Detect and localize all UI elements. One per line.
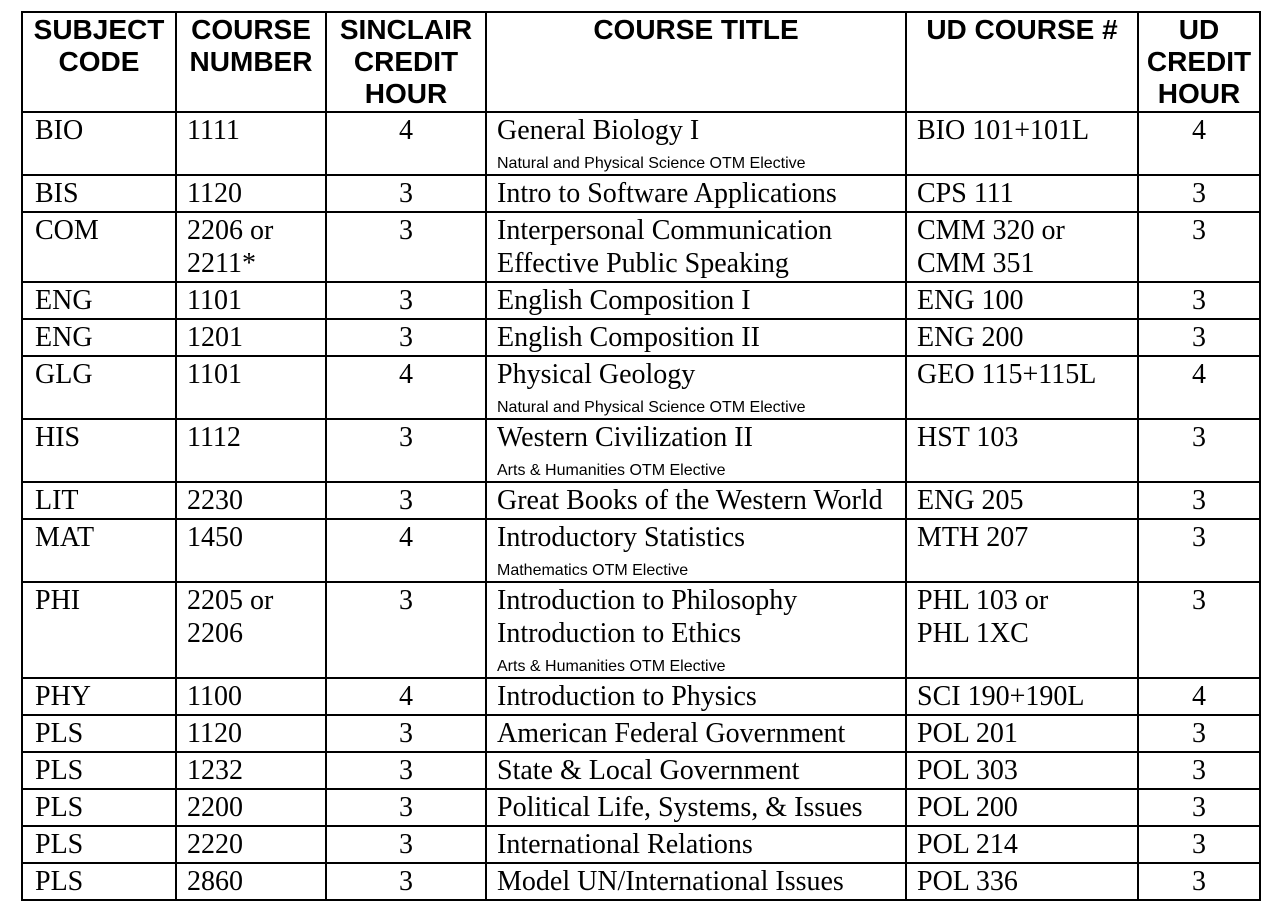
- cell-text-line: 3: [1192, 718, 1206, 749]
- cell-text-line: GEO 115+115L: [917, 359, 1097, 390]
- cell-text-line: State & Local Government: [497, 755, 800, 786]
- cell-text-line: 3: [1192, 866, 1206, 897]
- cell-ud-credit-hour: [1138, 419, 1260, 482]
- table-row: [22, 482, 1260, 519]
- cell-text-line: 3: [1192, 792, 1206, 823]
- cell-sinclair-credit-hour: [326, 112, 486, 175]
- cell-text-line: 2860: [187, 866, 243, 897]
- cell-sinclair-credit-hour: [326, 715, 486, 752]
- cell-ud-course-number: [906, 112, 1138, 175]
- cell-ud-credit-hour: [1138, 752, 1260, 789]
- cell-text-line: Model UN/International Issues: [497, 866, 844, 897]
- cell-ud-credit-hour: [1138, 678, 1260, 715]
- cell-text-line: 2220: [187, 829, 243, 860]
- cell-text-line: BIO: [35, 115, 84, 146]
- cell-ud-course-number: [906, 482, 1138, 519]
- cell-text-line: 3: [1192, 522, 1206, 553]
- cell-course-number: [176, 356, 326, 419]
- table-row: [22, 112, 1260, 175]
- cell-text-line: Effective Public Speaking: [497, 248, 789, 279]
- cell-ud-credit-hour: [1138, 482, 1260, 519]
- cell-ud-course-number: [906, 175, 1138, 212]
- cell-course-title: [486, 282, 906, 319]
- cell-text-line: ENG 200: [917, 322, 1024, 353]
- cell-text-line: 2211*: [187, 248, 256, 279]
- cell-sinclair-credit-hour: [326, 212, 486, 282]
- cell-text-line: PLS: [35, 755, 84, 786]
- cell-course-title: [486, 582, 906, 678]
- cell-text-line: Introduction to Ethics: [497, 618, 742, 649]
- cell-ud-credit-hour: [1138, 282, 1260, 319]
- cell-subject-code: [22, 826, 176, 863]
- cell-subject-code: [22, 175, 176, 212]
- cell-text-line: Intro to Software Applications: [497, 178, 837, 209]
- cell-course-number: [176, 752, 326, 789]
- cell-ud-course-number: [906, 319, 1138, 356]
- cell-text-line: SCI 190+190L: [917, 681, 1085, 712]
- cell-text-line: Introduction to Physics: [497, 681, 757, 712]
- otm-elective-note: Arts & Humanities OTM Elective: [497, 462, 726, 479]
- cell-text-line: 3: [399, 755, 413, 786]
- cell-course-number: [176, 482, 326, 519]
- cell-text-line: 3: [399, 829, 413, 860]
- cell-text-line: 1201: [187, 322, 243, 353]
- cell-ud-course-number: [906, 863, 1138, 900]
- cell-text-line: POL 336: [917, 866, 1018, 897]
- cell-text-line: 3: [399, 322, 413, 353]
- cell-text-line: 3: [1192, 178, 1206, 209]
- cell-text-line: 4: [1192, 681, 1206, 712]
- cell-text-line: 3: [399, 215, 413, 246]
- table-row: [22, 519, 1260, 582]
- cell-text-line: ENG: [35, 285, 93, 316]
- cell-ud-course-number: [906, 789, 1138, 826]
- cell-text-line: 3: [1192, 322, 1206, 353]
- cell-text-line: 1120: [187, 178, 242, 209]
- cell-course-title: [486, 519, 906, 582]
- cell-text-line: American Federal Government: [497, 718, 846, 749]
- cell-text-line: 1101: [187, 285, 242, 316]
- cell-text-line: 3: [1192, 285, 1206, 316]
- cell-text-line: MAT: [35, 522, 95, 553]
- cell-text-line: 1120: [187, 718, 242, 749]
- cell-ud-course-number: [906, 419, 1138, 482]
- cell-ud-credit-hour: [1138, 319, 1260, 356]
- otm-elective-note: Natural and Physical Science OTM Elective: [497, 155, 806, 172]
- cell-subject-code: [22, 715, 176, 752]
- cell-course-number: [176, 212, 326, 282]
- cell-course-title: [486, 356, 906, 419]
- cell-course-title: [486, 752, 906, 789]
- cell-ud-course-number: [906, 826, 1138, 863]
- header-ud-course-number: UD COURSE #: [906, 12, 1138, 112]
- cell-text-line: Introductory Statistics: [497, 522, 746, 553]
- cell-text-line: General Biology I: [497, 115, 700, 146]
- cell-ud-credit-hour: [1138, 112, 1260, 175]
- cell-course-number: [176, 175, 326, 212]
- cell-text-line: CPS 111: [917, 178, 1014, 209]
- cell-subject-code: [22, 482, 176, 519]
- cell-text-line: PHL 103 or: [917, 585, 1049, 616]
- cell-course-number: [176, 519, 326, 582]
- cell-course-number: [176, 789, 326, 826]
- cell-course-number: [176, 863, 326, 900]
- cell-subject-code: [22, 356, 176, 419]
- table-row: [22, 356, 1260, 419]
- cell-sinclair-credit-hour: [326, 175, 486, 212]
- cell-text-line: PLS: [35, 718, 84, 749]
- cell-text-line: Great Books of the Western World: [497, 485, 883, 516]
- cell-text-line: Interpersonal Communication: [497, 215, 833, 246]
- cell-sinclair-credit-hour: [326, 752, 486, 789]
- cell-text-line: 3: [399, 866, 413, 897]
- cell-text-line: LIT: [35, 485, 79, 516]
- cell-text-line: 1450: [187, 522, 243, 553]
- cell-course-title: [486, 419, 906, 482]
- cell-course-title: [486, 319, 906, 356]
- cell-course-number: [176, 678, 326, 715]
- cell-sinclair-credit-hour: [326, 419, 486, 482]
- cell-text-line: English Composition II: [497, 322, 760, 353]
- cell-ud-course-number: [906, 282, 1138, 319]
- table-header: [22, 12, 1260, 112]
- cell-course-title: [486, 826, 906, 863]
- table-row: [22, 863, 1260, 900]
- cell-text-line: 3: [399, 178, 413, 209]
- header-course-title: COURSE TITLE: [486, 12, 906, 112]
- cell-text-line: 3: [399, 422, 413, 453]
- cell-text-line: Political Life, Systems, & Issues: [497, 792, 863, 823]
- cell-text-line: BIS: [35, 178, 79, 209]
- cell-text-line: 3: [1192, 829, 1206, 860]
- cell-subject-code: [22, 519, 176, 582]
- cell-text-line: ENG: [35, 322, 93, 353]
- cell-text-line: MTH 207: [917, 522, 1029, 553]
- course-equivalency-table: [21, 11, 1261, 901]
- cell-text-line: PLS: [35, 866, 84, 897]
- cell-text-line: 2205 or: [187, 585, 274, 616]
- cell-text-line: 3: [1192, 755, 1206, 786]
- cell-course-title: [486, 112, 906, 175]
- table-row: [22, 212, 1260, 282]
- cell-ud-credit-hour: [1138, 175, 1260, 212]
- header-sinclair-credit-hour: SINCLAIR CREDIT HOUR: [326, 12, 486, 112]
- cell-subject-code: [22, 789, 176, 826]
- cell-text-line: COM: [35, 215, 99, 246]
- cell-text-line: 1112: [187, 422, 241, 453]
- table-row: [22, 319, 1260, 356]
- table-row: [22, 175, 1260, 212]
- cell-subject-code: [22, 112, 176, 175]
- cell-text-line: International Relations: [497, 829, 753, 860]
- cell-ud-credit-hour: [1138, 212, 1260, 282]
- cell-course-title: [486, 863, 906, 900]
- cell-text-line: PHY: [35, 681, 92, 712]
- table-row: [22, 419, 1260, 482]
- cell-sinclair-credit-hour: [326, 519, 486, 582]
- cell-text-line: CMM 320 or: [917, 215, 1065, 246]
- cell-text-line: PHI: [35, 585, 81, 616]
- cell-ud-course-number: [906, 582, 1138, 678]
- cell-ud-credit-hour: [1138, 582, 1260, 678]
- cell-text-line: 1232: [187, 755, 243, 786]
- cell-text-line: 4: [399, 115, 413, 146]
- cell-ud-course-number: [906, 752, 1138, 789]
- cell-text-line: 4: [399, 681, 413, 712]
- cell-course-number: [176, 112, 326, 175]
- cell-text-line: POL 303: [917, 755, 1018, 786]
- cell-subject-code: [22, 863, 176, 900]
- cell-text-line: 4: [399, 522, 413, 553]
- cell-subject-code: [22, 582, 176, 678]
- cell-text-line: 2206: [187, 618, 243, 649]
- table-row: [22, 789, 1260, 826]
- cell-ud-credit-hour: [1138, 826, 1260, 863]
- cell-subject-code: [22, 282, 176, 319]
- cell-ud-credit-hour: [1138, 863, 1260, 900]
- cell-text-line: Introduction to Philosophy: [497, 585, 798, 616]
- course-table-body: [22, 112, 1260, 900]
- cell-text-line: ENG 100: [917, 285, 1024, 316]
- cell-ud-credit-hour: [1138, 715, 1260, 752]
- header-subject-code: SUBJECT CODE: [22, 12, 176, 112]
- cell-text-line: GLG: [35, 359, 93, 390]
- cell-course-number: [176, 582, 326, 678]
- cell-text-line: POL 200: [917, 792, 1018, 823]
- cell-sinclair-credit-hour: [326, 789, 486, 826]
- header-course-number: COURSE NUMBER: [176, 12, 326, 112]
- cell-course-number: [176, 282, 326, 319]
- cell-text-line: 3: [1192, 585, 1206, 616]
- cell-text-line: 3: [1192, 485, 1206, 516]
- cell-sinclair-credit-hour: [326, 678, 486, 715]
- header-ud-credit-hour: UD CREDIT HOUR: [1138, 12, 1260, 112]
- cell-text-line: POL 201: [917, 718, 1018, 749]
- cell-text-line: 1111: [187, 115, 240, 146]
- cell-course-number: [176, 419, 326, 482]
- cell-text-line: 3: [399, 285, 413, 316]
- cell-text-line: 1100: [187, 681, 242, 712]
- table-row: [22, 826, 1260, 863]
- cell-text-line: PLS: [35, 792, 84, 823]
- cell-course-number: [176, 715, 326, 752]
- table-row: [22, 752, 1260, 789]
- otm-elective-note: Mathematics OTM Elective: [497, 562, 689, 579]
- cell-sinclair-credit-hour: [326, 356, 486, 419]
- cell-ud-course-number: [906, 356, 1138, 419]
- cell-text-line: BIO 101+101L: [917, 115, 1090, 146]
- cell-course-title: [486, 789, 906, 826]
- cell-text-line: POL 214: [917, 829, 1018, 860]
- cell-text-line: PHL 1XC: [917, 618, 1029, 649]
- cell-text-line: English Composition I: [497, 285, 751, 316]
- cell-subject-code: [22, 419, 176, 482]
- cell-course-title: [486, 175, 906, 212]
- table-row: [22, 582, 1260, 678]
- cell-text-line: HIS: [35, 422, 81, 453]
- cell-ud-credit-hour: [1138, 519, 1260, 582]
- cell-subject-code: [22, 319, 176, 356]
- cell-text-line: 3: [399, 792, 413, 823]
- table-row: [22, 715, 1260, 752]
- cell-course-title: [486, 678, 906, 715]
- cell-text-line: 3: [399, 485, 413, 516]
- otm-elective-note: Arts & Humanities OTM Elective: [497, 658, 726, 675]
- cell-ud-course-number: [906, 678, 1138, 715]
- cell-text-line: 2206 or: [187, 215, 274, 246]
- cell-text-line: CMM 351: [917, 248, 1035, 279]
- course-equivalency-table-container: [21, 11, 1259, 901]
- cell-text-line: 2230: [187, 485, 243, 516]
- cell-text-line: 4: [1192, 359, 1206, 390]
- cell-text-line: HST 103: [917, 422, 1019, 453]
- cell-ud-credit-hour: [1138, 789, 1260, 826]
- cell-text-line: ENG 205: [917, 485, 1024, 516]
- cell-sinclair-credit-hour: [326, 826, 486, 863]
- cell-sinclair-credit-hour: [326, 582, 486, 678]
- cell-course-number: [176, 826, 326, 863]
- header-row: [22, 12, 1260, 112]
- cell-course-title: [486, 715, 906, 752]
- cell-text-line: Physical Geology: [497, 359, 696, 390]
- cell-sinclair-credit-hour: [326, 863, 486, 900]
- cell-course-title: [486, 482, 906, 519]
- cell-subject-code: [22, 678, 176, 715]
- table-row: [22, 282, 1260, 319]
- cell-text-line: 3: [1192, 422, 1206, 453]
- cell-text-line: 1101: [187, 359, 242, 390]
- cell-ud-course-number: [906, 715, 1138, 752]
- cell-sinclair-credit-hour: [326, 482, 486, 519]
- table-row: [22, 678, 1260, 715]
- cell-text-line: 4: [399, 359, 413, 390]
- cell-subject-code: [22, 752, 176, 789]
- cell-subject-code: [22, 212, 176, 282]
- cell-text-line: 4: [1192, 115, 1206, 146]
- cell-ud-course-number: [906, 212, 1138, 282]
- cell-text-line: Western Civilization II: [497, 422, 753, 453]
- cell-text-line: 2200: [187, 792, 243, 823]
- cell-text-line: 3: [399, 718, 413, 749]
- otm-elective-note: Natural and Physical Science OTM Elective: [497, 399, 806, 416]
- cell-sinclair-credit-hour: [326, 319, 486, 356]
- cell-sinclair-credit-hour: [326, 282, 486, 319]
- cell-text-line: 3: [1192, 215, 1206, 246]
- cell-ud-credit-hour: [1138, 356, 1260, 419]
- cell-course-title: [486, 212, 906, 282]
- cell-text-line: 3: [399, 585, 413, 616]
- cell-text-line: PLS: [35, 829, 84, 860]
- cell-ud-course-number: [906, 519, 1138, 582]
- cell-course-number: [176, 319, 326, 356]
